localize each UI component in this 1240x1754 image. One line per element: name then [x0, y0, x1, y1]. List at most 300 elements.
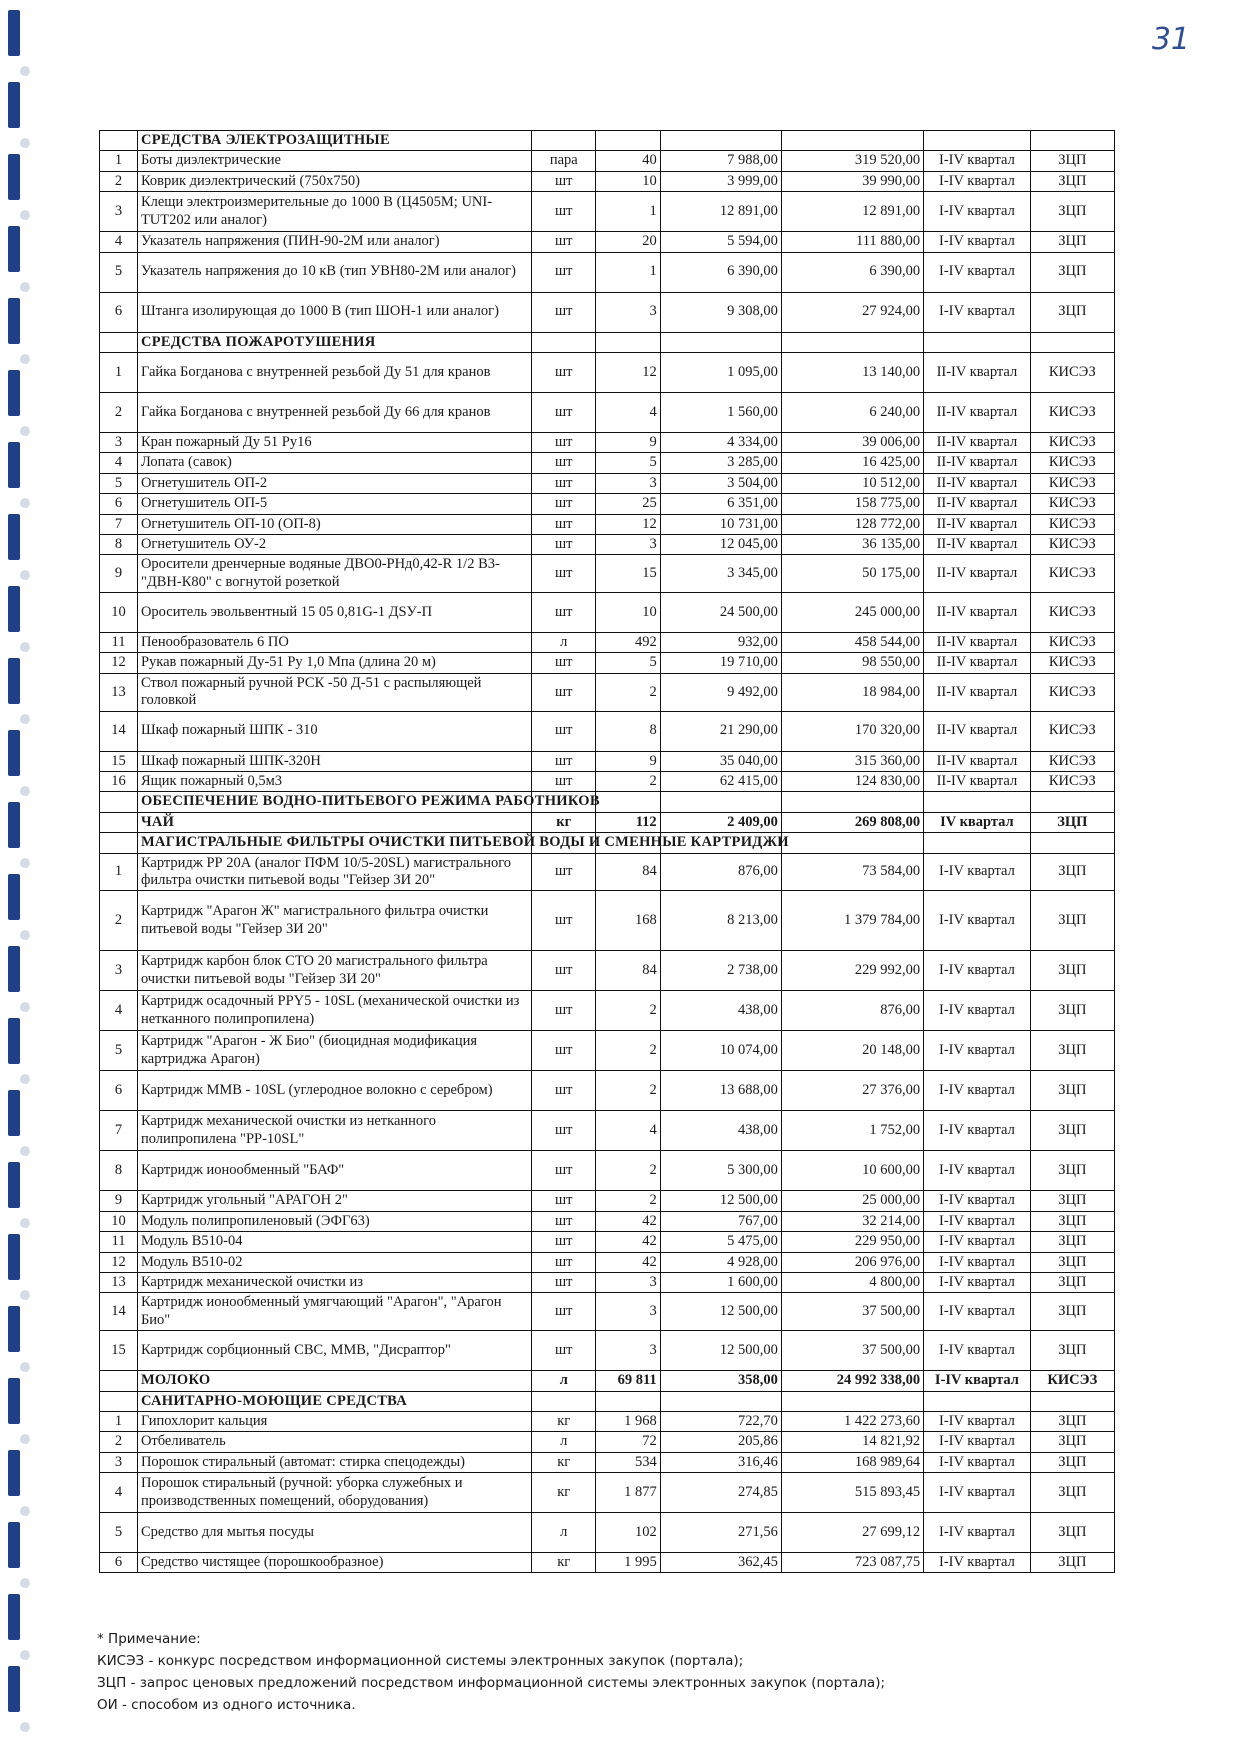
cell-unit-price: [660, 332, 781, 352]
cell-item-name: Огнетушитель ОУ-2: [137, 534, 531, 554]
cell-item-name: Картридж ионообменный умягчающий "Арагон", "Арагон Био": [137, 1293, 531, 1331]
cell-total-sum: 229 950,00: [781, 1232, 923, 1252]
cell-item-name: Оросители дренчерные водяные ДВО0-РНд0,42-R 1/2 В3-"ДВН-К80" с вогнутой розеткой: [137, 555, 531, 593]
cell-unit: кг: [532, 1553, 596, 1573]
cell-total-sum: 10 512,00: [781, 473, 923, 493]
cell-procurement-method: ЗЦП: [1030, 292, 1114, 332]
cell-procurement-method: ЗЦП: [1030, 151, 1114, 171]
cell-item-name: Ствол пожарный ручной РСК -50 Д-51 с распыляющей головкой: [137, 673, 531, 711]
cell-item-name: Пенообразователь 6 ПО: [137, 633, 531, 653]
cell-row-number: 3: [100, 192, 138, 232]
cell-row-number: 8: [100, 534, 138, 554]
table-row: [100, 891, 1115, 951]
binding-mark: [8, 82, 20, 128]
cell-procurement-method: ЗЦП: [1030, 1411, 1114, 1431]
cell-unit: шт: [532, 1272, 596, 1292]
procurement-table: [99, 130, 1115, 1573]
cell-quantity: 9: [596, 432, 660, 452]
cell-period: II-IV квартал: [924, 555, 1030, 593]
cell-row-number: 5: [100, 1031, 138, 1071]
cell-item-name: Отбеливатель: [137, 1432, 531, 1452]
cell-item-name: Коврик диэлектрический (750х750): [137, 171, 531, 191]
binding-hole: [20, 1146, 30, 1156]
cell-unit-price: 3 504,00: [660, 473, 781, 493]
cell-unit-price: 7 988,00: [660, 151, 781, 171]
cell-procurement-method: ЗЦП: [1030, 1111, 1114, 1151]
cell-quantity: 3: [596, 473, 660, 493]
cell-item-name: Боты диэлектрические: [137, 151, 531, 171]
cell-procurement-method: ЗЦП: [1030, 1513, 1114, 1553]
binding-mark: [8, 226, 20, 272]
notes-heading: * Примечание:: [97, 1631, 201, 1647]
cell-unit: шт: [532, 534, 596, 554]
cell-quantity: 25: [596, 494, 660, 514]
cell-quantity: 10: [596, 593, 660, 633]
cell-total-sum: 13 140,00: [781, 352, 923, 392]
cell-unit: л: [532, 633, 596, 653]
cell-quantity: 20: [596, 232, 660, 252]
cell-procurement-method: ЗЦП: [1030, 1452, 1114, 1472]
cell-row-number: [100, 833, 138, 853]
cell-quantity: 102: [596, 1513, 660, 1553]
binding-hole: [20, 1074, 30, 1084]
cell-period: I-IV квартал: [924, 1071, 1030, 1111]
cell-unit: шт: [532, 1232, 596, 1252]
table-row: [100, 1191, 1115, 1211]
cell-procurement-method: ЗЦП: [1030, 1473, 1114, 1513]
cell-procurement-method: ЗЦП: [1030, 1553, 1114, 1573]
cell-total-sum: 24 992 338,00: [781, 1371, 923, 1391]
cell-item-name: Огнетушитель ОП-5: [137, 494, 531, 514]
binding-mark: [8, 658, 20, 704]
cell-period: I-IV квартал: [924, 1272, 1030, 1292]
cell-total-sum: 10 600,00: [781, 1151, 923, 1191]
cell-procurement-method: КИСЭЗ: [1030, 633, 1114, 653]
cell-procurement-method: ЗЦП: [1030, 1272, 1114, 1292]
cell-unit: шт: [532, 252, 596, 292]
cell-period: I-IV квартал: [924, 1513, 1030, 1553]
cell-item-name: Картридж ионообменный "БАФ": [137, 1151, 531, 1191]
binding-mark: [8, 154, 20, 200]
cell-period: II-IV квартал: [924, 392, 1030, 432]
cell-item-name: Порошок стиральный (автомат: стирка спецодежды): [137, 1452, 531, 1472]
cell-row-number: 5: [100, 473, 138, 493]
cell-period: I-IV квартал: [924, 1371, 1030, 1391]
cell-row-number: 14: [100, 711, 138, 751]
cell-unit: кг: [532, 812, 596, 832]
cell-procurement-method: ЗЦП: [1030, 192, 1114, 232]
cell-unit: [532, 1391, 596, 1411]
cell-row-number: 15: [100, 1331, 138, 1371]
cell-row-number: 11: [100, 633, 138, 653]
table-row: [100, 1272, 1115, 1292]
cell-total-sum: 27 699,12: [781, 1513, 923, 1553]
table-row: [100, 352, 1115, 392]
cell-item-name: Ороситель эвольвентный 15 05 0,81G-1 ДSУ-П: [137, 593, 531, 633]
cell-unit-price: 3 285,00: [660, 453, 781, 473]
cell-quantity: 42: [596, 1252, 660, 1272]
table-body: [100, 131, 1115, 1573]
cell-quantity: 2: [596, 1031, 660, 1071]
table-row: [100, 1293, 1115, 1331]
cell-total-sum: [781, 1391, 923, 1411]
cell-total-sum: 158 775,00: [781, 494, 923, 514]
table-row: [100, 1071, 1115, 1111]
cell-item-name: Шкаф пожарный ШПК - 310: [137, 711, 531, 751]
cell-total-sum: 27 376,00: [781, 1071, 923, 1111]
cell-item-name: Клещи электроизмерительные до 1000 В (Ц4505М; UNI-TUT202 или аналог): [137, 192, 531, 232]
cell-period: II-IV квартал: [924, 432, 1030, 452]
cell-total-sum: 98 550,00: [781, 653, 923, 673]
cell-unit-price: 438,00: [660, 991, 781, 1031]
binding-hole: [20, 498, 30, 508]
cell-period: I-IV квартал: [924, 252, 1030, 292]
cell-unit: шт: [532, 1252, 596, 1272]
cell-period: I-IV квартал: [924, 1191, 1030, 1211]
cell-period: II-IV квартал: [924, 534, 1030, 554]
cell-row-number: 1: [100, 151, 138, 171]
binding-mark: [8, 1234, 20, 1280]
cell-procurement-method: ЗЦП: [1030, 1232, 1114, 1252]
cell-row-number: [100, 1371, 138, 1391]
cell-row-number: 5: [100, 252, 138, 292]
cell-unit-price: 205,86: [660, 1432, 781, 1452]
table-row: [100, 633, 1115, 653]
cell-item-name: Гипохлорит кальция: [137, 1411, 531, 1431]
cell-unit-price: 8 213,00: [660, 891, 781, 951]
cell-row-number: 2: [100, 392, 138, 432]
cell-unit-price: 12 891,00: [660, 192, 781, 232]
binding-hole: [20, 858, 30, 868]
table-row: [100, 593, 1115, 633]
cell-unit: шт: [532, 473, 596, 493]
cell-unit: кг: [532, 1411, 596, 1431]
binding-mark: [8, 1018, 20, 1064]
cell-procurement-method: КИСЭЗ: [1030, 1371, 1114, 1391]
cell-row-number: [100, 1391, 138, 1411]
cell-total-sum: 229 992,00: [781, 951, 923, 991]
table-row: [100, 494, 1115, 514]
cell-procurement-method: ЗЦП: [1030, 991, 1114, 1031]
cell-period: I-IV квартал: [924, 1411, 1030, 1431]
cell-row-number: 2: [100, 171, 138, 191]
cell-unit-price: 876,00: [660, 853, 781, 891]
cell-total-sum: 39 006,00: [781, 432, 923, 452]
cell-row-number: 16: [100, 772, 138, 792]
cell-quantity: 1 995: [596, 1553, 660, 1573]
cell-quantity: 84: [596, 951, 660, 991]
cell-period: [924, 332, 1030, 352]
cell-procurement-method: ЗЦП: [1030, 232, 1114, 252]
cell-item-name: Гайка Богданова с внутренней резьбой Ду 51 для кранов: [137, 352, 531, 392]
binding-mark: [8, 1522, 20, 1568]
binding-hole: [20, 354, 30, 364]
cell-row-number: 11: [100, 1232, 138, 1252]
cell-unit-price: 3 999,00: [660, 171, 781, 191]
cell-row-number: 2: [100, 1432, 138, 1452]
cell-unit: шт: [532, 593, 596, 633]
cell-row-number: 3: [100, 951, 138, 991]
table-row: [100, 853, 1115, 891]
cell-total-sum: 269 808,00: [781, 812, 923, 832]
cell-row-number: 13: [100, 1272, 138, 1292]
cell-unit-price: 274,85: [660, 1473, 781, 1513]
cell-period: [924, 792, 1030, 812]
cell-total-sum: 20 148,00: [781, 1031, 923, 1071]
cell-procurement-method: ЗЦП: [1030, 171, 1114, 191]
cell-period: IV квартал: [924, 812, 1030, 832]
cell-period: I-IV квартал: [924, 1293, 1030, 1331]
cell-total-sum: 168 989,64: [781, 1452, 923, 1472]
cell-row-number: 6: [100, 292, 138, 332]
cell-procurement-method: ЗЦП: [1030, 1031, 1114, 1071]
cell-row-number: 4: [100, 453, 138, 473]
cell-quantity: 15: [596, 555, 660, 593]
cell-procurement-method: КИСЭЗ: [1030, 453, 1114, 473]
cell-unit-price: 358,00: [660, 1371, 781, 1391]
cell-period: II-IV квартал: [924, 653, 1030, 673]
binding-hole: [20, 1506, 30, 1516]
cell-procurement-method: КИСЭЗ: [1030, 772, 1114, 792]
cell-quantity: 42: [596, 1211, 660, 1231]
cell-period: I-IV квартал: [924, 951, 1030, 991]
cell-period: [924, 131, 1030, 151]
cell-item-name: СРЕДСТВА ПОЖАРОТУШЕНИЯ: [137, 332, 531, 352]
binding-mark: [8, 874, 20, 920]
cell-total-sum: 12 891,00: [781, 192, 923, 232]
cell-procurement-method: ЗЦП: [1030, 951, 1114, 991]
cell-procurement-method: ЗЦП: [1030, 1191, 1114, 1211]
cell-unit-price: 271,56: [660, 1513, 781, 1553]
cell-quantity: 4: [596, 1111, 660, 1151]
binding-mark: [8, 1666, 20, 1712]
cell-item-name: Картридж осадочный PPY5 - 10SL (механической очистки из нетканного полипропилена): [137, 991, 531, 1031]
cell-unit-price: 6 390,00: [660, 252, 781, 292]
cell-quantity: 2: [596, 772, 660, 792]
table-row: [100, 1232, 1115, 1252]
cell-total-sum: 39 990,00: [781, 171, 923, 191]
binding-hole: [20, 282, 30, 292]
cell-quantity: 5: [596, 653, 660, 673]
cell-total-sum: 206 976,00: [781, 1252, 923, 1272]
table-row: [100, 1211, 1115, 1231]
cell-unit: шт: [532, 494, 596, 514]
cell-unit-price: 3 345,00: [660, 555, 781, 593]
cell-item-name: Огнетушитель ОП-10 (ОП-8): [137, 514, 531, 534]
cell-total-sum: 36 135,00: [781, 534, 923, 554]
cell-unit-price: 4 928,00: [660, 1252, 781, 1272]
cell-unit: шт: [532, 751, 596, 771]
cell-procurement-method: ЗЦП: [1030, 891, 1114, 951]
cell-unit-price: 12 500,00: [660, 1191, 781, 1211]
cell-row-number: 2: [100, 891, 138, 951]
cell-unit: пара: [532, 151, 596, 171]
cell-item-name: Указатель напряжения до 10 кВ (тип УВН80-2М или аналог): [137, 252, 531, 292]
table-row: [100, 653, 1115, 673]
cell-row-number: 4: [100, 991, 138, 1031]
cell-period: I-IV квартал: [924, 292, 1030, 332]
cell-item-name: Картридж "Арагон Ж" магистрального фильтра очистки питьевой воды "Гейзер 3И 20": [137, 891, 531, 951]
binding-hole: [20, 210, 30, 220]
cell-unit-price: 362,45: [660, 1553, 781, 1573]
cell-unit: шт: [532, 1293, 596, 1331]
cell-unit: шт: [532, 1211, 596, 1231]
table-row: [100, 1473, 1115, 1513]
cell-total-sum: 50 175,00: [781, 555, 923, 593]
cell-procurement-method: ЗЦП: [1030, 1151, 1114, 1191]
binding-mark: [8, 1306, 20, 1352]
cell-period: I-IV квартал: [924, 1031, 1030, 1071]
cell-row-number: 15: [100, 751, 138, 771]
cell-quantity: 1: [596, 252, 660, 292]
table-row: [100, 534, 1115, 554]
cell-quantity: 12: [596, 514, 660, 534]
cell-unit: шт: [532, 453, 596, 473]
binding-hole: [20, 570, 30, 580]
cell-period: II-IV квартал: [924, 593, 1030, 633]
cell-procurement-method: ЗЦП: [1030, 252, 1114, 292]
cell-period: I-IV квартал: [924, 232, 1030, 252]
cell-unit-price: 1 560,00: [660, 392, 781, 432]
cell-quantity: 84: [596, 853, 660, 891]
cell-item-name: Картридж ММВ - 10SL (углеродное волокно с серебром): [137, 1071, 531, 1111]
section-row: [100, 1391, 1115, 1411]
cell-procurement-method: КИСЭЗ: [1030, 432, 1114, 452]
cell-unit: шт: [532, 171, 596, 191]
table-row: [100, 252, 1115, 292]
cell-period: I-IV квартал: [924, 171, 1030, 191]
cell-unit-price: 2 738,00: [660, 951, 781, 991]
cell-unit-price: 10 731,00: [660, 514, 781, 534]
cell-unit: шт: [532, 991, 596, 1031]
binding-mark: [8, 10, 20, 56]
binding-mark: [8, 802, 20, 848]
table-row: [100, 555, 1115, 593]
cell-quantity: 40: [596, 151, 660, 171]
cell-unit: шт: [532, 1031, 596, 1071]
cell-quantity: 8: [596, 711, 660, 751]
cell-unit-price: [660, 131, 781, 151]
cell-item-name: Картридж РР 20А (аналог ПФМ 10/5-20SL) магистрального фильтра очистки питьевой воды "Гейзер 3И 20": [137, 853, 531, 891]
cell-procurement-method: ЗЦП: [1030, 1293, 1114, 1331]
binding-mark: [8, 1162, 20, 1208]
cell-quantity: 42: [596, 1232, 660, 1252]
cell-total-sum: 170 320,00: [781, 711, 923, 751]
cell-unit: шт: [532, 1151, 596, 1191]
cell-row-number: 12: [100, 1252, 138, 1272]
table-row: [100, 432, 1115, 452]
cell-total-sum: 315 360,00: [781, 751, 923, 771]
table-row: [100, 991, 1115, 1031]
cell-row-number: 14: [100, 1293, 138, 1331]
cell-quantity: 2: [596, 1191, 660, 1211]
table-row: [100, 1513, 1115, 1553]
cell-procurement-method: ЗЦП: [1030, 1432, 1114, 1452]
cell-row-number: 4: [100, 232, 138, 252]
binding-hole: [20, 1578, 30, 1588]
cell-unit-price: 62 415,00: [660, 772, 781, 792]
binding-mark: [8, 586, 20, 632]
cell-unit-price: 767,00: [660, 1211, 781, 1231]
cell-procurement-method: КИСЭЗ: [1030, 673, 1114, 711]
binding-mark: [8, 946, 20, 992]
cell-unit: шт: [532, 555, 596, 593]
cell-item-name: Кран пожарный Ду 51 Ру16: [137, 432, 531, 452]
binding-hole: [20, 426, 30, 436]
table-row: [100, 951, 1115, 991]
cell-unit: шт: [532, 711, 596, 751]
section-row: [100, 332, 1115, 352]
cell-quantity: 4: [596, 392, 660, 432]
cell-unit-price: 21 290,00: [660, 711, 781, 751]
cell-procurement-method: КИСЭЗ: [1030, 593, 1114, 633]
cell-quantity: 3: [596, 292, 660, 332]
cell-period: [924, 833, 1030, 853]
cell-unit: кг: [532, 1473, 596, 1513]
cell-period: I-IV квартал: [924, 1211, 1030, 1231]
table-row: [100, 453, 1115, 473]
cell-period: I-IV квартал: [924, 1232, 1030, 1252]
cell-unit-price: 6 351,00: [660, 494, 781, 514]
cell-item-name: Ящик пожарный 0,5м3: [137, 772, 531, 792]
binding-hole: [20, 930, 30, 940]
cell-quantity: 3: [596, 1272, 660, 1292]
cell-total-sum: 37 500,00: [781, 1331, 923, 1371]
section-row: [100, 812, 1115, 832]
cell-period: I-IV квартал: [924, 151, 1030, 171]
binding-hole: [20, 1434, 30, 1444]
cell-period: I-IV квартал: [924, 1473, 1030, 1513]
cell-unit-price: 12 500,00: [660, 1293, 781, 1331]
binding-hole: [20, 1362, 30, 1372]
cell-quantity: 2: [596, 1151, 660, 1191]
cell-unit: шт: [532, 1111, 596, 1151]
cell-quantity: [596, 332, 660, 352]
cell-quantity: 2: [596, 673, 660, 711]
cell-unit: шт: [532, 292, 596, 332]
table-row: [100, 711, 1115, 751]
cell-unit: шт: [532, 192, 596, 232]
cell-procurement-method: КИСЭЗ: [1030, 555, 1114, 593]
cell-period: II-IV квартал: [924, 751, 1030, 771]
table-row: [100, 192, 1115, 232]
cell-unit-price: 722,70: [660, 1411, 781, 1431]
cell-unit: шт: [532, 891, 596, 951]
cell-item-name: Модуль В510-02: [137, 1252, 531, 1272]
cell-item-name: Рукав пожарный Ду-51 Ру 1,0 Мпа (длина 20 м): [137, 653, 531, 673]
cell-period: [924, 1391, 1030, 1411]
cell-quantity: 492: [596, 633, 660, 653]
cell-total-sum: [781, 332, 923, 352]
cell-total-sum: 14 821,92: [781, 1432, 923, 1452]
cell-total-sum: 18 984,00: [781, 673, 923, 711]
table-row: [100, 1432, 1115, 1452]
table-row: [100, 151, 1115, 171]
binding-mark: [8, 730, 20, 776]
cell-period: I-IV квартал: [924, 1111, 1030, 1151]
cell-item-name: Шкаф пожарный ШПК-320Н: [137, 751, 531, 771]
cell-total-sum: 124 830,00: [781, 772, 923, 792]
cell-total-sum: [781, 833, 923, 853]
cell-unit: шт: [532, 951, 596, 991]
cell-period: I-IV квартал: [924, 1252, 1030, 1272]
cell-quantity: 69 811: [596, 1371, 660, 1391]
note-kisez: КИСЭЗ - конкурс посредством информационной системы электронных закупок (портала);: [97, 1653, 744, 1669]
cell-total-sum: 73 584,00: [781, 853, 923, 891]
cell-total-sum: 37 500,00: [781, 1293, 923, 1331]
cell-period: II-IV квартал: [924, 352, 1030, 392]
cell-total-sum: 6 240,00: [781, 392, 923, 432]
